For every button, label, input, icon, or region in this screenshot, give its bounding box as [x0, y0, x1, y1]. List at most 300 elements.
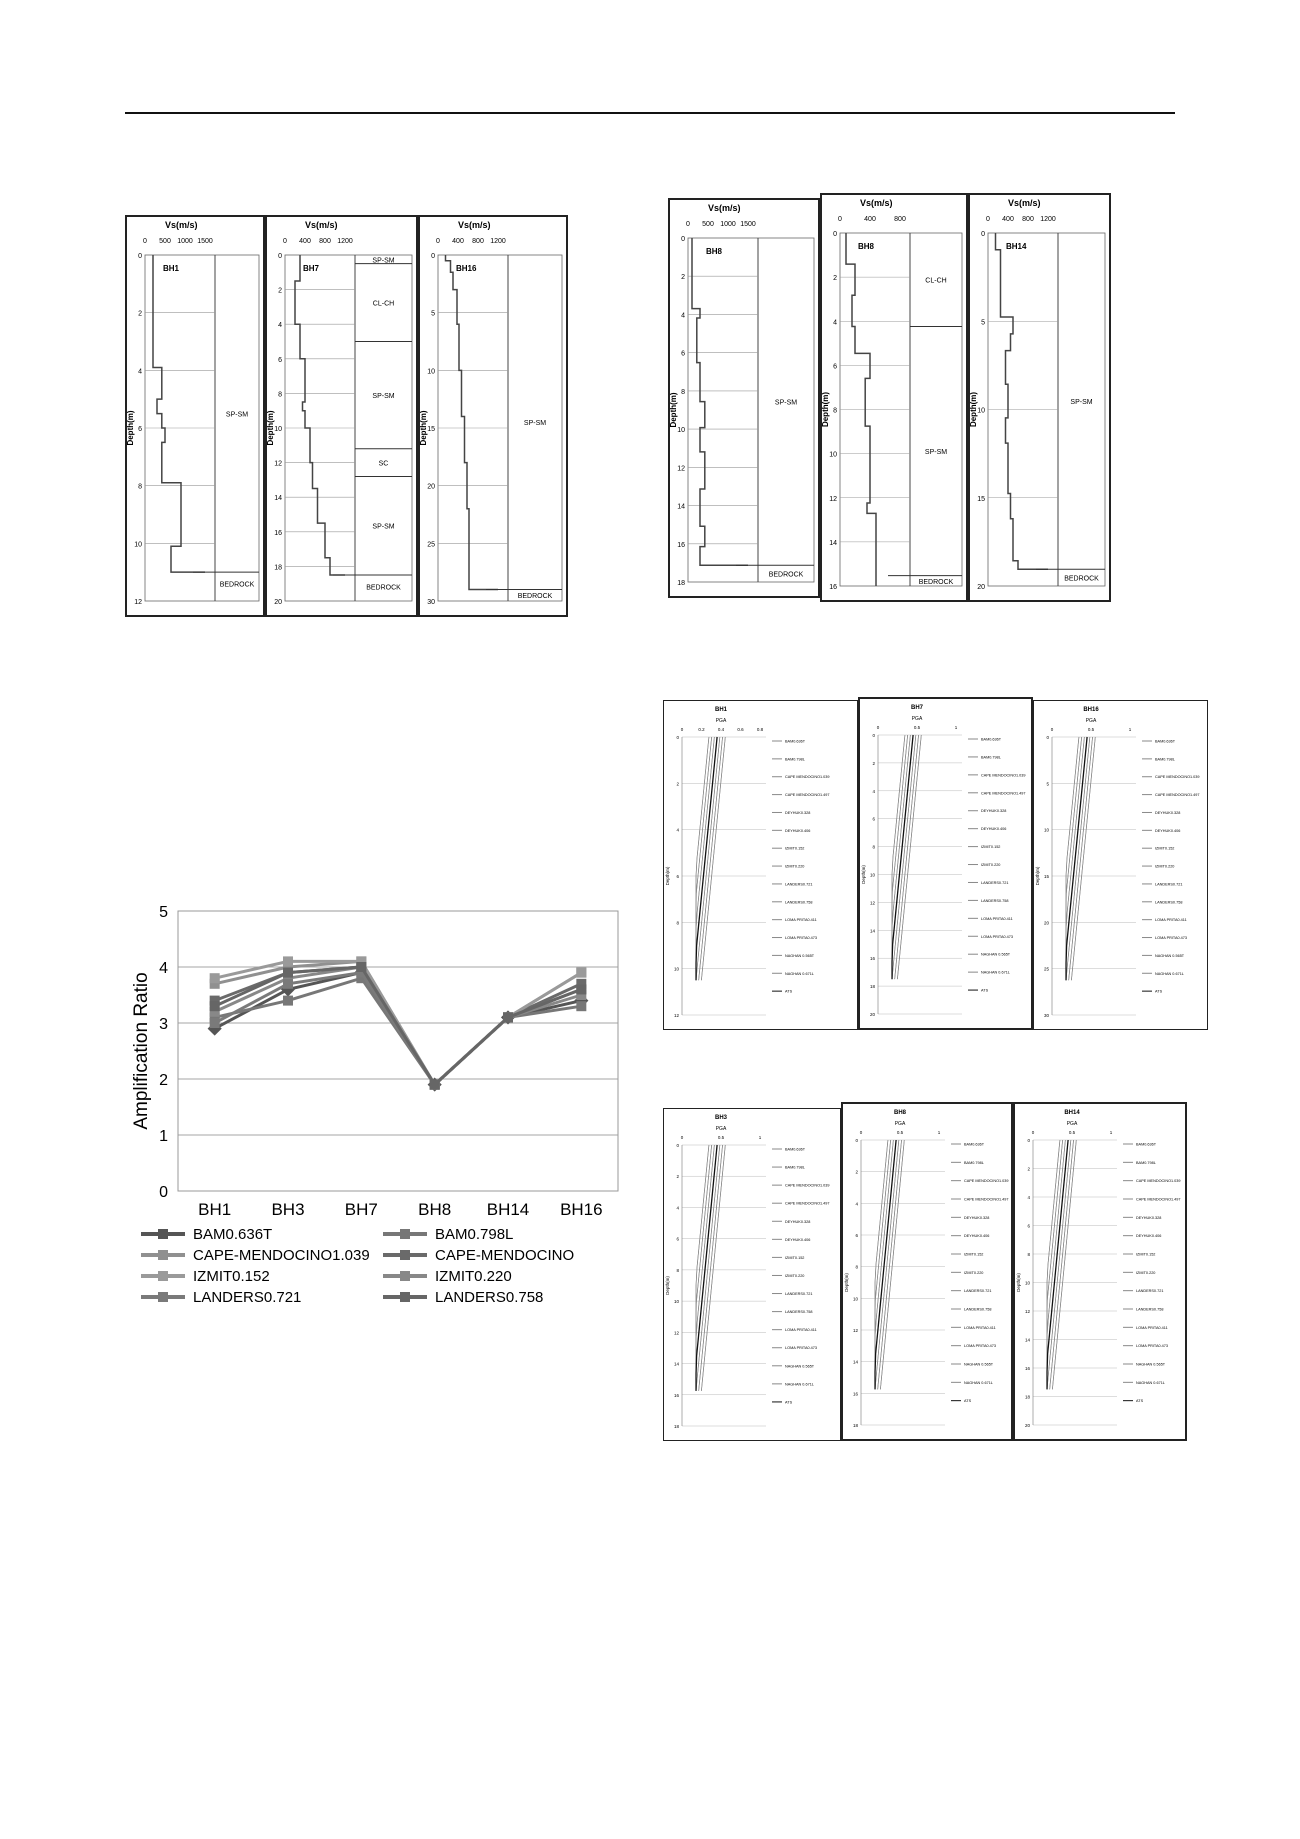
pga-legend-label: CAPE MENDOCINO1.497 — [981, 791, 1026, 796]
pga-panel-title: BH7 — [910, 705, 924, 711]
vs-x-tick: 800 — [894, 216, 906, 223]
pga-y-tick: 15 — [1043, 874, 1049, 879]
vs-x-tick: 1500 — [740, 221, 756, 228]
pga-legend-label: BAM0.798L — [785, 1165, 805, 1170]
pga-y-tick: 30 — [1043, 1013, 1049, 1018]
pga-axis-label: PGA — [894, 1121, 906, 1127]
pga-legend-label: LANDERS0.721 — [964, 1289, 992, 1294]
pga-panel-bh14 — [1013, 1102, 1187, 1441]
pga-y-tick: 18 — [869, 984, 875, 990]
vs-layer-label: SP-SM — [372, 523, 395, 531]
vs-layer-label: SP-SM — [924, 449, 948, 457]
vs-profile-chart — [670, 200, 818, 596]
pga-axis-label: PGA — [715, 718, 727, 724]
pga-panel-title: BH16 — [1083, 707, 1099, 713]
vs-y-tick: 15 — [427, 426, 435, 433]
pga-y-tick: 20 — [1043, 920, 1049, 926]
amp-legend-label: BAM0.798L — [435, 1226, 514, 1243]
pga-legend-label: CAPE MENDOCINO1.497 — [785, 793, 830, 798]
vs-profile-chart — [970, 195, 1109, 600]
pga-y-tick: 12 — [673, 1013, 679, 1018]
pga-chart — [860, 699, 1031, 1028]
amp-data-point — [210, 1001, 220, 1011]
amp-legend-marker — [158, 1292, 168, 1302]
pga-record-line — [875, 1140, 891, 1389]
amp-data-point — [576, 984, 586, 994]
pga-x-tick: 0 — [1050, 727, 1054, 732]
pga-legend-label: LANDERS0.721 — [1155, 882, 1183, 887]
pga-legend-label: LANDERS0.758 — [785, 900, 813, 905]
pga-legend-label: CAPE MENDOCINO1.039 — [785, 1183, 830, 1188]
pga-legend-label: IZMIT0.152 — [1155, 846, 1175, 851]
vs-x-tick: 1000 — [177, 238, 193, 245]
amp-y-label: Amplification Ratio — [131, 972, 152, 1130]
pga-legend-label: NAGHAN 0.565T — [785, 953, 815, 958]
amp-data-point — [576, 968, 586, 978]
pga-legend-label: IZMIT0.220 — [981, 863, 1001, 868]
pga-legend-label: IZMIT0.152 — [785, 1255, 805, 1260]
pga-legend-label: DEYHUK0.328 — [964, 1215, 990, 1220]
vs-y-tick: 20 — [274, 599, 282, 606]
pga-legend-label: NAGHAN 0.671L — [1155, 971, 1184, 976]
vs-borehole-label: BH7 — [303, 264, 320, 273]
pga-y-tick: 0 — [1046, 735, 1049, 740]
pga-legend-label: BAM0.636T — [785, 1147, 806, 1152]
pga-legend-label: IZMIT0.152 — [964, 1252, 984, 1257]
pga-legend-label: BAM0.636T — [1155, 739, 1176, 744]
vs-profile-bh1 — [125, 215, 265, 617]
pga-legend-label: LANDERS0.758 — [1136, 1307, 1164, 1312]
vs-y-label: Depth(m) — [821, 391, 830, 428]
vs-y-tick: 0 — [138, 253, 142, 260]
amp-legend-label: LANDERS0.758 — [435, 1289, 544, 1306]
vs-y-tick: 18 — [677, 580, 685, 587]
vs-profile-line — [446, 255, 499, 589]
pga-legend-label: ATS — [1155, 989, 1163, 994]
pga-record-line — [696, 1145, 712, 1391]
vs-layer-label: BEDROCK — [517, 593, 553, 601]
vs-x-tick: 800 — [1022, 216, 1034, 223]
pga-y-label: Depth(m) — [844, 1273, 849, 1292]
vs-axis-label: Vs(m/s) — [1008, 198, 1041, 208]
pga-legend-label: IZMIT0.220 — [785, 864, 805, 869]
vs-axis-label: Vs(m/s) — [860, 198, 893, 208]
pga-chart — [664, 701, 857, 1029]
pga-y-tick: 0 — [676, 1143, 679, 1148]
vs-y-tick: 4 — [138, 368, 142, 376]
vs-layer-label: CL-CH — [925, 277, 947, 285]
pga-legend-label: CAPE MENDOCINO1.039 — [785, 775, 830, 780]
pga-y-label: Depth(m) — [861, 865, 866, 884]
vs-y-tick: 14 — [829, 539, 837, 547]
pga-legend-label: IZMIT0.220 — [1136, 1270, 1156, 1275]
pga-legend-label: ATS — [964, 1399, 972, 1404]
vs-y-tick: 2 — [833, 275, 837, 283]
pga-y-label: Depth(m) — [1016, 1273, 1021, 1292]
pga-y-tick: 0 — [872, 733, 875, 738]
pga-y-tick: 14 — [869, 928, 875, 934]
pga-panel-bh7 — [858, 697, 1033, 1030]
vs-y-tick: 10 — [274, 426, 282, 433]
amp-x-tick: BH14 — [486, 1200, 530, 1219]
pga-legend-label: LANDERS0.721 — [785, 1292, 813, 1297]
pga-y-tick: 0 — [676, 735, 679, 740]
pga-legend-label: BAM0.798L — [981, 755, 1001, 760]
pga-chart — [664, 1109, 840, 1440]
pga-axis-label: PGA — [1066, 1121, 1078, 1127]
pga-legend-label: NAGHAN 0.565T — [785, 1364, 815, 1369]
pga-y-tick: 5 — [1046, 781, 1049, 787]
vs-y-tick: 18 — [274, 564, 282, 572]
pga-y-tick: 12 — [1024, 1309, 1030, 1314]
amp-data-point — [283, 996, 293, 1006]
pga-y-tick: 12 — [852, 1328, 858, 1333]
pga-legend-label: CAPE MENDOCINO1.497 — [964, 1197, 1009, 1202]
pga-y-tick: 4 — [676, 827, 679, 833]
pga-legend-label: DEYHUK0.406 — [1155, 828, 1181, 833]
vs-y-tick: 12 — [274, 460, 282, 468]
vs-profile-chart — [420, 217, 566, 615]
pga-y-tick: 6 — [1027, 1223, 1030, 1229]
pga-y-tick: 6 — [676, 874, 679, 879]
pga-legend-label: CAPE MENDOCINO1.039 — [1136, 1179, 1181, 1184]
pga-legend-label: BAM0.798L — [785, 757, 805, 762]
pga-record-line — [696, 1145, 712, 1391]
pga-y-label: Depth(m) — [665, 1276, 670, 1295]
amp-legend-marker — [400, 1271, 410, 1281]
pga-legend-label: DEYHUK0.328 — [785, 1219, 811, 1224]
pga-y-tick: 20 — [1024, 1423, 1030, 1428]
vs-layer-label: CL-CH — [372, 300, 395, 308]
amp-legend-label: BAM0.636T — [193, 1226, 273, 1243]
pga-y-tick: 10 — [1024, 1280, 1030, 1286]
vs-y-tick: 12 — [829, 495, 837, 503]
vs-x-tick: 400 — [1002, 216, 1014, 223]
amp-y-tick: 0 — [159, 1184, 168, 1201]
vs-borehole-label: BH14 — [1006, 242, 1027, 251]
vs-y-tick: 14 — [677, 503, 685, 511]
vs-y-tick: 15 — [977, 495, 985, 503]
amp-legend-label: IZMIT0.152 — [193, 1268, 270, 1285]
pga-panel-title: BH14 — [1064, 1110, 1080, 1116]
pga-legend-label: NAGHAN 0.671L — [785, 1382, 814, 1387]
amp-series-line — [215, 967, 582, 1085]
pga-y-tick: 6 — [676, 1236, 679, 1242]
pga-legend-label: DEYHUK0.406 — [785, 1237, 811, 1242]
vs-y-tick: 5 — [981, 319, 985, 327]
pga-legend-label: IZMIT0.220 — [964, 1270, 984, 1275]
pga-legend-label: IZMIT0.220 — [785, 1273, 805, 1278]
vs-x-tick: 1200 — [490, 238, 506, 245]
vs-y-tick: 6 — [833, 363, 837, 371]
amp-plot-frame — [178, 911, 618, 1191]
pga-legend-label: IZMIT0.152 — [1136, 1252, 1156, 1257]
vs-y-label: Depth(m) — [669, 392, 678, 428]
pga-record-line — [1066, 737, 1082, 980]
amp-y-tick: 5 — [159, 904, 168, 921]
pga-record-line — [696, 737, 712, 980]
pga-legend-label: NAGHAN 0.671L — [981, 970, 1010, 975]
vs-y-tick: 8 — [278, 391, 282, 399]
pga-x-tick: 0 — [680, 1135, 684, 1140]
pga-y-tick: 16 — [869, 956, 875, 962]
amp-legend-label: CAPE-MENDOCINO1.039 — [193, 1247, 370, 1264]
pga-axis-label: PGA — [715, 1126, 727, 1132]
amp-data-point — [283, 956, 293, 966]
vs-x-tick: 1500 — [197, 238, 213, 245]
pga-y-tick: 10 — [673, 966, 679, 972]
pga-legend-label: LANDERS0.721 — [1136, 1289, 1164, 1294]
vs-x-tick: 500 — [159, 238, 171, 245]
pga-legend-label: DEYHUK0.328 — [785, 810, 811, 815]
amp-data-point — [210, 973, 220, 983]
vs-y-tick: 0 — [981, 231, 985, 238]
vs-layer-label: BEDROCK — [918, 578, 954, 586]
vs-y-tick: 25 — [427, 541, 435, 549]
pga-x-tick: 1 — [954, 725, 958, 730]
pga-legend-label: CAPE MENDOCINO1.039 — [981, 773, 1026, 778]
vs-x-tick: 800 — [472, 238, 484, 245]
pga-record-line — [1047, 1140, 1063, 1389]
pga-y-label: Depth(m) — [1035, 866, 1040, 886]
pga-legend-label: ATS — [785, 989, 793, 994]
vs-x-tick: 1200 — [1040, 216, 1056, 223]
pga-y-tick: 14 — [852, 1359, 858, 1365]
vs-x-tick: 0 — [143, 238, 147, 245]
vs-axis-label: Vs(m/s) — [165, 220, 198, 230]
pga-legend-label: DEYHUK0.328 — [981, 809, 1007, 814]
vs-axis-label: Vs(m/s) — [708, 203, 741, 213]
vs-x-tick: 0 — [436, 238, 440, 245]
amp-data-point — [210, 1018, 220, 1028]
pga-y-tick: 2 — [1027, 1166, 1030, 1172]
vs-x-tick: 0 — [283, 238, 287, 245]
vs-profile-bh8-b — [820, 193, 968, 602]
pga-y-tick: 0 — [855, 1138, 858, 1143]
pga-legend-label: LANDERS0.758 — [981, 898, 1009, 903]
vs-y-tick: 6 — [138, 426, 142, 433]
vs-y-tick: 16 — [829, 584, 837, 591]
pga-legend-label: NAGHAN 0.565T — [964, 1362, 994, 1367]
pga-y-tick: 14 — [1024, 1337, 1030, 1343]
pga-legend-label: LOMA PRITA0.411 — [981, 916, 1013, 921]
amp-y-tick: 3 — [159, 1016, 168, 1033]
pga-chart — [843, 1104, 1011, 1439]
pga-panel-bh1 — [663, 700, 858, 1030]
pga-panel-title: BH3 — [714, 1115, 728, 1121]
pga-y-tick: 16 — [852, 1391, 858, 1397]
amp-legend-marker — [400, 1292, 410, 1302]
amp-data-point — [503, 1012, 513, 1022]
vs-y-label: Depth(m) — [969, 391, 978, 428]
pga-x-tick: 1 — [937, 1130, 941, 1135]
vs-y-tick: 14 — [274, 495, 282, 503]
pga-record-line — [696, 737, 712, 980]
pga-y-tick: 10 — [852, 1296, 858, 1302]
amp-legend-marker — [158, 1229, 168, 1239]
vs-y-tick: 10 — [977, 407, 985, 415]
vs-x-tick: 400 — [299, 238, 311, 245]
pga-x-tick: 1 — [1128, 727, 1132, 732]
amp-x-tick: BH8 — [418, 1200, 452, 1219]
pga-legend-label: IZMIT0.152 — [785, 846, 805, 851]
vs-profile-chart — [267, 217, 416, 615]
vs-y-tick: 12 — [677, 465, 685, 473]
vs-profile-chart — [127, 217, 263, 615]
pga-axis-label: PGA — [911, 716, 923, 722]
vs-y-tick: 8 — [681, 388, 685, 396]
pga-legend-label: NAGHAN 0.565T — [1155, 953, 1185, 958]
amp-x-tick: BH7 — [344, 1200, 378, 1219]
pga-legend-label: IZMIT0.220 — [1155, 864, 1175, 869]
pga-legend-label: LOMA PRITA0.473 — [964, 1344, 997, 1349]
pga-axis-label: PGA — [1085, 718, 1097, 724]
pga-legend-label: ATS — [1136, 1399, 1144, 1404]
vs-y-tick: 0 — [431, 253, 435, 260]
pga-legend-label: NAGHAN 0.671L — [1136, 1380, 1165, 1385]
amp-y-tick: 2 — [159, 1072, 168, 1089]
pga-x-tick: 0.4 — [717, 727, 725, 732]
pga-legend-label: DEYHUK0.406 — [785, 828, 811, 833]
vs-y-tick: 5 — [431, 310, 435, 318]
amp-data-point — [576, 1001, 586, 1011]
vs-borehole-label: BH8 — [858, 242, 875, 251]
pga-legend-label: DEYHUK0.328 — [1155, 810, 1181, 815]
vs-x-tick: 1000 — [720, 221, 736, 228]
vs-y-tick: 2 — [278, 287, 282, 295]
vs-layer-label: SP-SM — [225, 411, 249, 419]
vs-y-tick: 16 — [274, 529, 282, 537]
pga-panel-title: BH1 — [714, 707, 728, 713]
pga-y-tick: 8 — [1027, 1252, 1030, 1257]
pga-y-label: Depth(m) — [665, 866, 670, 886]
pga-y-tick: 10 — [673, 1299, 679, 1305]
amp-x-tick: BH3 — [271, 1200, 305, 1219]
vs-layer-label: SP-SM — [372, 257, 395, 265]
pga-legend-label: LANDERS0.721 — [785, 882, 813, 887]
vs-x-tick: 0 — [686, 221, 690, 228]
amplification-ratio-chart — [131, 904, 633, 1306]
pga-legend-label: LOMA PRITA0.473 — [981, 934, 1014, 939]
pga-panel-title: BH8 — [893, 1110, 907, 1116]
vs-y-tick: 10 — [134, 541, 142, 549]
vs-profile-line — [996, 233, 1049, 569]
pga-panel-bh3 — [663, 1108, 841, 1441]
vs-y-label: Depth(m) — [126, 410, 135, 446]
pga-y-tick: 25 — [1043, 966, 1049, 972]
vs-borehole-label: BH1 — [163, 264, 180, 273]
pga-legend-label: DEYHUK0.406 — [981, 827, 1007, 832]
vs-y-tick: 8 — [138, 483, 142, 491]
vs-layer-label: BEDROCK — [1064, 575, 1099, 583]
pga-y-tick: 18 — [673, 1424, 679, 1429]
amplification-ratio-svg — [131, 904, 633, 1306]
vs-y-tick: 10 — [677, 427, 685, 435]
pga-x-tick: 0.6 — [737, 727, 744, 732]
pga-y-tick: 10 — [869, 872, 875, 878]
pga-legend-label: LOMA PRITA0.411 — [1136, 1325, 1168, 1330]
pga-x-tick: 0.2 — [698, 727, 705, 732]
pga-legend-label: CAPE MENDOCINO1.039 — [964, 1179, 1009, 1184]
pga-legend-label: LOMA PRITA0.473 — [785, 1346, 818, 1351]
vs-profile-bh7 — [265, 215, 418, 617]
vs-y-tick: 10 — [829, 451, 837, 459]
pga-y-tick: 8 — [676, 920, 679, 926]
pga-y-tick: 2 — [872, 760, 875, 766]
vs-y-tick: 0 — [833, 231, 837, 238]
amp-x-tick: BH1 — [198, 1200, 232, 1219]
vs-x-tick: 400 — [864, 216, 876, 223]
amp-legend-marker — [158, 1271, 168, 1281]
vs-layer-label: BEDROCK — [219, 581, 255, 589]
vs-borehole-label: BH16 — [456, 264, 477, 273]
pga-y-tick: 18 — [1024, 1394, 1030, 1400]
pga-legend-label: LANDERS0.758 — [785, 1310, 813, 1315]
pga-y-tick: 4 — [676, 1205, 679, 1211]
amp-x-tick: BH16 — [560, 1200, 603, 1219]
vs-layer-label: SP-SM — [372, 393, 395, 401]
pga-y-tick: 14 — [673, 1361, 679, 1367]
pga-x-tick: 0.5 — [1068, 1130, 1076, 1135]
pga-legend-label: NAGHAN 0.671L — [785, 971, 814, 976]
pga-legend-label: ATS — [981, 988, 989, 993]
vs-layer-label: BEDROCK — [366, 584, 401, 592]
vs-y-tick: 10 — [427, 368, 435, 376]
pga-legend-label: DEYHUK0.328 — [1136, 1215, 1162, 1220]
pga-y-tick: 4 — [872, 788, 875, 794]
vs-x-tick: 500 — [702, 221, 714, 228]
pga-x-tick: 1 — [1109, 1130, 1113, 1135]
vs-profile-bh14 — [968, 193, 1111, 602]
pga-x-tick: 0.5 — [913, 725, 921, 730]
pga-record-line — [892, 735, 908, 979]
pga-panel-bh8 — [841, 1102, 1013, 1441]
pga-panel-bh16 — [1033, 700, 1208, 1030]
vs-y-label: Depth(m) — [266, 410, 275, 446]
pga-legend-label: BAM0.798L — [964, 1160, 984, 1165]
vs-x-tick: 0 — [986, 216, 990, 223]
vs-axis-label: Vs(m/s) — [458, 220, 491, 230]
pga-y-tick: 8 — [676, 1267, 679, 1273]
pga-record-line — [1066, 737, 1082, 980]
vs-y-tick: 4 — [833, 319, 837, 327]
vs-profile-line — [295, 255, 345, 575]
vs-profile-bh8-a — [668, 198, 820, 598]
vs-x-tick: 1200 — [337, 238, 353, 245]
pga-y-tick: 6 — [855, 1233, 858, 1238]
vs-y-tick: 0 — [681, 236, 685, 243]
pga-y-tick: 8 — [872, 844, 875, 850]
amp-legend-label: LANDERS0.721 — [193, 1289, 302, 1306]
vs-axis-label: Vs(m/s) — [305, 220, 338, 230]
vs-y-tick: 6 — [681, 350, 685, 358]
pga-legend-label: NAGHAN 0.671L — [964, 1380, 993, 1385]
pga-x-tick: 0 — [876, 725, 880, 730]
pga-legend-label: LOMA PRITA0.411 — [964, 1325, 996, 1330]
pga-legend-label: CAPE MENDOCINO1.039 — [1155, 775, 1200, 780]
pga-legend-label: NAGHAN 0.565T — [1136, 1362, 1166, 1367]
vs-y-tick: 8 — [833, 407, 837, 415]
pga-y-tick: 8 — [855, 1264, 858, 1270]
pga-legend-label: LANDERS0.721 — [981, 880, 1009, 885]
pga-y-tick: 4 — [855, 1201, 858, 1207]
amp-legend-label: IZMIT0.220 — [435, 1268, 512, 1285]
pga-y-tick: 2 — [676, 1174, 679, 1180]
pga-legend-label: LOMA PRITA0.411 — [1155, 918, 1187, 923]
pga-legend-label: CAPE MENDOCINO1.497 — [785, 1201, 830, 1206]
pga-legend-label: LOMA PRITA0.473 — [1136, 1344, 1169, 1349]
amp-legend-marker — [400, 1229, 410, 1239]
